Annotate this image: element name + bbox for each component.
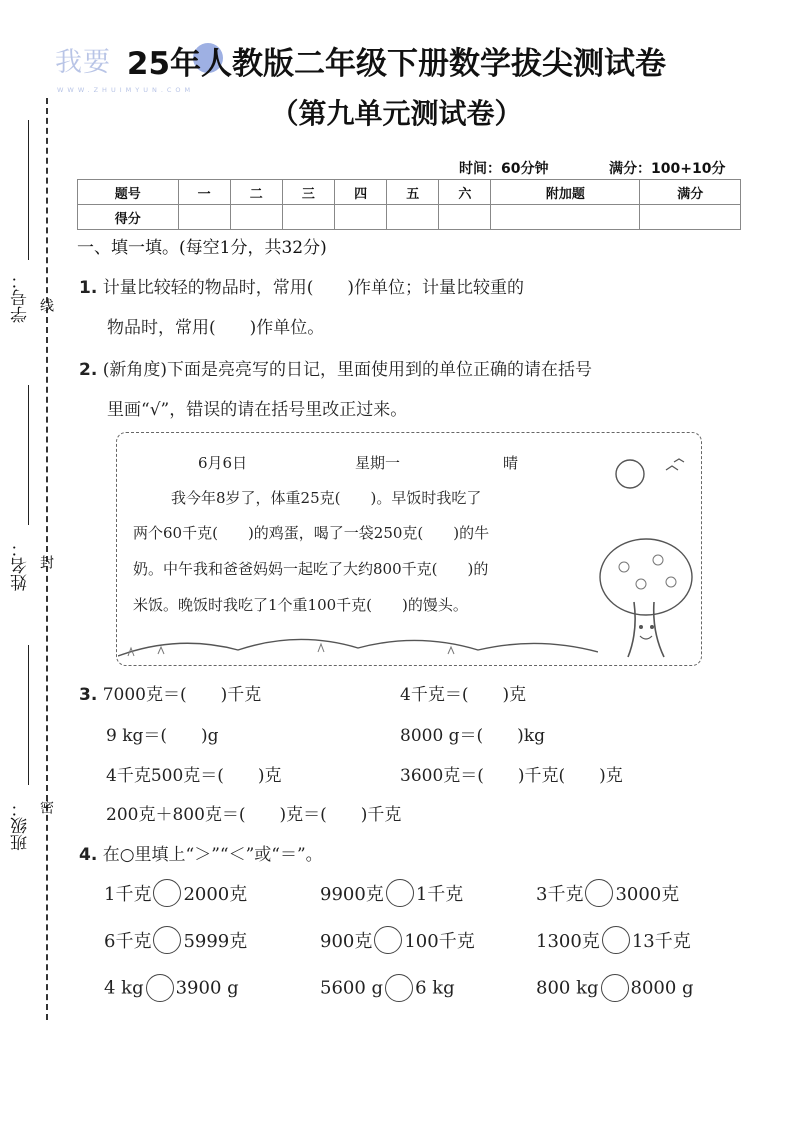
compare-left: 9900克 <box>320 884 384 905</box>
score-cell[interactable] <box>230 205 282 230</box>
page-title: 25年人教版二年级下册数学拔尖测试卷 <box>126 46 667 82</box>
diary-line-3: 奶。中午我和爸爸妈妈一起吃了大约800千克( )的 <box>133 560 489 578</box>
compare-left: 1300克 <box>536 931 600 952</box>
compare-item <box>536 974 694 1002</box>
question-number: 3. <box>79 685 98 705</box>
question-number: 2. <box>79 360 98 380</box>
compare-right: 8000 g <box>630 977 694 999</box>
sun-icon <box>616 460 644 488</box>
compare-left: 800 kg <box>536 977 599 999</box>
score-table-header-row <box>78 180 741 205</box>
compare-item <box>104 879 247 907</box>
diary-line-1: 我今年8岁了，体重25克( )。早饭时我吃了 <box>171 489 482 507</box>
name-blank <box>28 385 29 525</box>
compare-circle[interactable] <box>153 926 181 954</box>
score-table-score-row <box>78 205 741 230</box>
bird-icon <box>666 466 678 470</box>
compare-item <box>104 974 239 1002</box>
time-label: 时间：60分钟 <box>459 161 549 177</box>
score-row-label: 得分 <box>78 205 179 230</box>
compare-right: 13千克 <box>631 931 691 952</box>
class-label: 班级： <box>11 800 31 851</box>
question-text: 在○里填上“＞”“＜”或“＝”。 <box>102 845 323 865</box>
student-number-blank <box>28 120 29 260</box>
question-1-line-1 <box>79 273 524 298</box>
score-cell[interactable] <box>335 205 387 230</box>
compare-item <box>320 974 455 1002</box>
compare-right: 3000克 <box>615 884 680 905</box>
name-label: 姓名： <box>11 540 31 591</box>
diary-line-4: 米饭。晚饭时我吃了1个重100千克( )的馒头。 <box>133 596 468 614</box>
diary-weather: 晴 <box>503 454 519 472</box>
compare-circle[interactable] <box>385 974 413 1002</box>
compare-circle[interactable] <box>585 879 613 907</box>
compare-left: 3千克 <box>536 884 584 905</box>
compare-circle[interactable] <box>602 926 630 954</box>
question-number: 1. <box>79 278 98 298</box>
compare-right: 3900 g <box>175 977 239 999</box>
diary-line-2: 两个60千克( )的鸡蛋，喝了一袋250克( )的牛 <box>133 524 490 542</box>
diary-date: 6月6日 <box>198 454 248 472</box>
score-cell[interactable] <box>640 205 741 230</box>
score-header-cell: 一 <box>178 180 230 205</box>
compare-circle[interactable] <box>146 974 174 1002</box>
compare-circle[interactable] <box>374 926 402 954</box>
compare-item <box>536 926 691 954</box>
cut-mark-line: 线 <box>38 298 54 312</box>
question-2-line-2: 里画“√”，错误的请在括号里改正过来。 <box>107 400 408 420</box>
score-cell[interactable] <box>282 205 334 230</box>
compare-right: 5999克 <box>183 931 248 952</box>
compare-right: 6 kg <box>415 977 455 999</box>
question-number: 4. <box>79 845 98 865</box>
full-score-label: 满分：100+10分 <box>609 161 726 177</box>
watermark-url: WWW.ZHUIMYUN.COM <box>57 86 195 94</box>
page-subtitle: （第九单元测试卷） <box>270 97 523 130</box>
score-cell[interactable] <box>178 205 230 230</box>
compare-circle[interactable] <box>153 879 181 907</box>
compare-item <box>536 879 679 907</box>
compare-circle[interactable] <box>601 974 629 1002</box>
compare-right: 100千克 <box>404 931 475 952</box>
compare-item <box>104 926 247 954</box>
score-table <box>77 179 741 230</box>
score-cell[interactable] <box>387 205 439 230</box>
tree-sun-illustration <box>596 452 696 662</box>
compare-item <box>320 879 463 907</box>
student-number-label: 学号： <box>11 272 31 323</box>
score-cell[interactable] <box>439 205 491 230</box>
score-header-cell: 题号 <box>78 180 179 205</box>
compare-left: 6千克 <box>104 931 152 952</box>
question-text: 计量比较轻的物品时，常用( )作单位；计量比较重的 <box>102 278 524 298</box>
cut-mark-seal: 封 <box>38 555 54 569</box>
question-3-item-4: 8000 g＝( )kg <box>400 726 545 746</box>
question-1-line-2: 物品时，常用( )作单位。 <box>107 318 325 338</box>
question-text: (新角度)下面是亮亮写的日记，里面使用到的单位正确的请在括号 <box>102 360 592 380</box>
compare-right: 2000克 <box>183 884 248 905</box>
compare-item <box>320 926 475 954</box>
diary-weekday: 星期一 <box>355 454 401 472</box>
question-3-item-5: 4千克500克＝( )克 <box>106 766 282 786</box>
compare-circle[interactable] <box>386 879 414 907</box>
question-3-item-2: 4千克＝( )克 <box>400 685 527 705</box>
bird-icon <box>674 459 684 462</box>
cut-mark-secret: 密 <box>38 800 54 814</box>
score-header-cell: 四 <box>335 180 387 205</box>
class-blank <box>28 645 29 785</box>
compare-right: 1千克 <box>415 884 464 905</box>
conversion-item: 7000克＝( )千克 <box>102 685 262 705</box>
score-cell[interactable] <box>491 205 640 230</box>
score-header-cell: 附加题 <box>491 180 640 205</box>
score-header-cell: 满分 <box>640 180 741 205</box>
score-header-cell: 三 <box>282 180 334 205</box>
question-3-item-3: 9 kg＝( )g <box>106 726 219 746</box>
compare-left: 4 kg <box>104 977 144 999</box>
tree-icon <box>600 539 692 657</box>
score-header-cell: 五 <box>387 180 439 205</box>
question-2-line-1 <box>79 355 592 380</box>
watermark-logo: 我要 <box>55 47 111 78</box>
compare-left: 5600 g <box>320 977 384 999</box>
compare-left: 1千克 <box>104 884 152 905</box>
question-4-instruction <box>79 840 323 865</box>
question-3-item-7: 200克＋800克＝( )克＝( )千克 <box>106 805 402 825</box>
question-3-item-1 <box>79 680 261 705</box>
score-header-cell: 二 <box>230 180 282 205</box>
score-header-cell: 六 <box>439 180 491 205</box>
compare-left: 900克 <box>320 931 373 952</box>
section-heading: 一、填一填。(每空1分，共32分) <box>77 238 327 258</box>
grass-decoration <box>118 626 598 662</box>
question-3-item-6: 3600克＝( )千克( )克 <box>400 766 623 786</box>
